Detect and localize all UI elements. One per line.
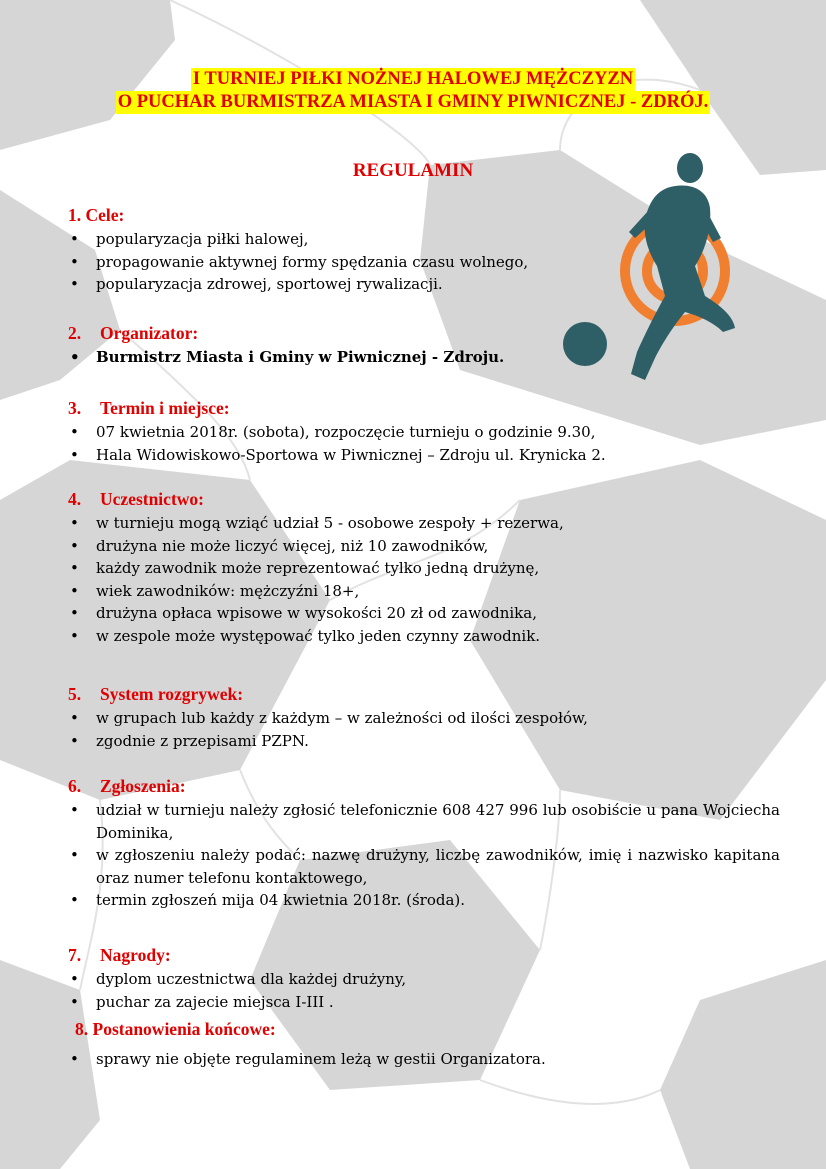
- section-zgloszenia: [68, 775, 780, 912]
- bullet-list: [68, 968, 780, 1013]
- list-item: • Burmistrz Miasta i Gminy w Piwnicznej - Zdroju.: [68, 346, 780, 369]
- list-item: • wiek zawodników: mężczyźni 18+,: [68, 580, 780, 603]
- list-item: • termin zgłoszeń mija 04 kwietnia 2018r. (środa).: [68, 889, 780, 912]
- section-heading: [68, 944, 780, 966]
- section-number: 3.: [68, 398, 82, 418]
- list-item: • w grupach lub każdy z każdym – w zależności od ilości zespołów,: [68, 707, 780, 730]
- bullet-list: [68, 346, 780, 369]
- section-heading: [68, 204, 780, 226]
- list-item: • puchar za zajecie miejsca I-III .: [68, 991, 780, 1014]
- section-system-rozgrywek: [68, 683, 780, 752]
- bullet-list: [68, 228, 780, 296]
- bullet-list: [68, 707, 780, 752]
- section-postanowienia-list: [68, 1046, 780, 1071]
- section-title: System rozgrywek:: [100, 684, 244, 704]
- section-uczestnictwo: [68, 488, 780, 647]
- bullet-list: [68, 1048, 780, 1071]
- section-heading: [68, 322, 780, 344]
- section-number: 2.: [68, 323, 82, 343]
- list-item: • udział w turnieju należy zgłosić telefonicznie 608 427 996 lub osobiście u pana Wojciecha Dominika,: [68, 799, 780, 844]
- section-heading: [68, 397, 780, 419]
- section-heading: [75, 1018, 787, 1040]
- section-heading: [68, 775, 780, 797]
- section-number: 1.: [68, 205, 82, 225]
- section-number: 7.: [68, 945, 82, 965]
- section-heading: [68, 488, 780, 510]
- section-title: Nagrody:: [100, 945, 171, 965]
- section-organizator: [68, 322, 780, 369]
- list-item: • 07 kwietnia 2018r. (sobota), rozpoczęcie turnieju o godzinie 9.30,: [68, 421, 780, 444]
- section-title: Zgłoszenia:: [100, 776, 186, 796]
- section-title: Uczestnictwo:: [100, 489, 204, 509]
- section-number: 4.: [68, 489, 82, 509]
- section-title: Termin i miejsce:: [100, 398, 230, 418]
- section-cele: [68, 204, 780, 296]
- list-item: • w zgłoszeniu należy podać: nazwę drużyny, liczbę zawodników, imię i nazwisko kapitana oraz numer telefonu kontaktowego,: [68, 844, 780, 889]
- list-item: • sprawy nie objęte regulaminem leżą w gestii Organizatora.: [68, 1048, 780, 1071]
- title-line-2: O PUCHAR BURMISTRZA MIASTA I GMINY PIWNICZNEJ - ZDRÓJ.: [117, 92, 709, 112]
- title-line-1: I TURNIEJ PIŁKI NOŻNEJ HALOWEJ MĘŻCZYZN: [192, 69, 634, 89]
- list-item: • Hala Widowiskowo-Sportowa w Piwnicznej – Zdroju ul. Krynicka 2.: [68, 444, 780, 467]
- section-postanowienia: [75, 1018, 787, 1040]
- list-item: • zgodnie z przepisami PZPN.: [68, 730, 780, 753]
- section-number: 5.: [68, 684, 82, 704]
- bullet-list: [68, 799, 780, 912]
- section-title: Organizator:: [100, 323, 199, 343]
- section-number: 6.: [68, 776, 82, 796]
- list-item: • drużyna opłaca wpisowe w wysokości 20 zł od zawodnika,: [68, 602, 780, 625]
- section-termin: [68, 397, 780, 466]
- list-item: • w zespole może występować tylko jeden czynny zawodnik.: [68, 625, 780, 648]
- list-item: • propagowanie aktywnej formy spędzania czasu wolnego,: [68, 251, 780, 274]
- regulamin-heading: REGULAMIN: [352, 160, 474, 181]
- title-block: [0, 68, 826, 114]
- section-title: Postanowienia końcowe:: [92, 1019, 276, 1039]
- section-title: Cele:: [85, 205, 125, 225]
- bullet-list: [68, 512, 780, 647]
- section-number: 8.: [75, 1019, 89, 1039]
- list-item: • popularyzacja zdrowej, sportowej rywalizacji.: [68, 273, 780, 296]
- section-heading: [68, 683, 780, 705]
- list-item: • dyplom uczestnictwa dla każdej drużyny,: [68, 968, 780, 991]
- list-item: • popularyzacja piłki halowej,: [68, 228, 780, 251]
- section-nagrody: [68, 944, 780, 1013]
- list-item: • w turnieju mogą wziąć udział 5 - osobowe zespoły + rezerwa,: [68, 512, 780, 535]
- list-item: • drużyna nie może liczyć więcej, niż 10 zawodników,: [68, 535, 780, 558]
- bullet-list: [68, 421, 780, 466]
- list-item: • każdy zawodnik może reprezentować tylko jedną drużynę,: [68, 557, 780, 580]
